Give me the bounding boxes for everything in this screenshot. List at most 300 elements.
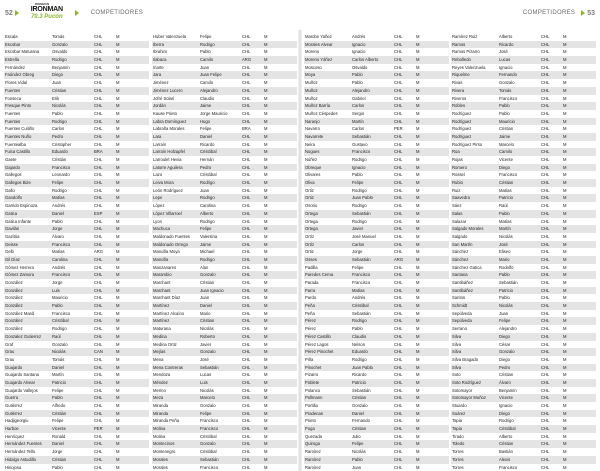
gender-cell: M xyxy=(116,318,120,324)
gender-cell: M xyxy=(416,333,420,339)
table-row xyxy=(4,256,149,264)
arrow-right-icon xyxy=(581,10,585,16)
country-cell: CHL xyxy=(394,195,403,201)
surname-cell: Muñoz xyxy=(305,80,318,86)
surname-cell: Ortíz xyxy=(305,241,315,247)
gender-cell: M xyxy=(116,95,120,101)
firstname-cell: Rodrigo xyxy=(200,180,215,186)
gender-cell: M xyxy=(264,303,268,309)
gender-cell: M xyxy=(264,433,268,439)
country-cell: CHL xyxy=(394,287,403,293)
firstname-cell: Javier xyxy=(352,226,364,232)
country-cell: CHL xyxy=(541,379,550,385)
surname-cell: Gonzalez Gutierrez xyxy=(5,333,42,339)
firstname-cell: Rodrigo xyxy=(352,157,367,162)
firstname-cell: Lucas xyxy=(200,372,212,378)
country-cell: CHL xyxy=(541,226,550,232)
table-row xyxy=(304,417,449,425)
table-row xyxy=(152,402,297,410)
table-row xyxy=(451,402,596,410)
country-cell: CHL xyxy=(394,218,403,224)
surname-cell: Marchant Díaz xyxy=(153,295,181,301)
country-cell: CHL xyxy=(242,226,251,232)
firstname-cell: Francisco xyxy=(352,280,371,285)
surname-cell: Salgado Morales xyxy=(452,226,484,232)
table-row xyxy=(304,164,449,172)
firstname-cell: Daniel xyxy=(200,133,212,139)
firstname-cell: Andrés xyxy=(352,295,366,301)
gender-cell: M xyxy=(563,157,567,162)
table-row xyxy=(451,148,596,156)
country-cell: CHL xyxy=(394,333,403,339)
table-row xyxy=(451,202,596,210)
table-row xyxy=(152,110,297,118)
table-row xyxy=(4,171,149,179)
table-row xyxy=(152,271,297,279)
firstname-cell: Ignacio xyxy=(499,64,513,70)
table-row xyxy=(304,410,449,418)
firstname-cell: Francisco xyxy=(200,418,219,424)
firstname-cell: Gonzalo xyxy=(200,349,216,355)
firstname-cell: Osvaldo xyxy=(352,64,368,70)
table-row xyxy=(4,294,149,302)
firstname-cell: Francisco xyxy=(200,426,219,432)
country-cell: CHL xyxy=(242,72,251,78)
gender-cell: M xyxy=(416,356,420,362)
country-cell: CHL xyxy=(94,456,103,462)
gender-cell: M xyxy=(116,233,120,239)
table-row xyxy=(152,448,297,456)
gender-cell: M xyxy=(416,303,420,309)
firstname-cell: Jorge xyxy=(52,280,63,285)
gender-cell: M xyxy=(116,64,120,70)
surname-cell: Hidalgo Astudillo xyxy=(5,456,36,462)
firstname-cell: Rodrigo xyxy=(499,418,514,424)
gender-cell: M xyxy=(563,149,567,155)
firstname-cell: Sebastián xyxy=(352,387,371,393)
surname-cell: Silva xyxy=(452,341,462,347)
gender-cell: M xyxy=(563,210,567,216)
country-cell: CHL xyxy=(541,64,550,70)
table-row xyxy=(152,287,297,295)
firstname-cell: Pablo xyxy=(52,303,63,309)
country-cell: CHL xyxy=(242,310,251,316)
table-row xyxy=(451,194,596,202)
firstname-cell: Pablo xyxy=(52,464,63,470)
table-row xyxy=(451,364,596,372)
firstname-cell: Ricardo xyxy=(499,41,514,47)
surname-cell: Olivares xyxy=(305,172,321,178)
firstname-cell: Mauricio xyxy=(499,118,515,124)
table-row xyxy=(304,202,449,210)
gender-cell: M xyxy=(116,410,120,416)
surname-cell: Mena xyxy=(153,356,164,362)
firstname-cell: Juan Pablo xyxy=(352,195,373,201)
gender-cell: M xyxy=(416,387,420,393)
table-row xyxy=(304,294,449,302)
surname-cell: Rubio xyxy=(452,180,463,186)
country-cell: CHL xyxy=(242,395,251,401)
firstname-cell: Francisco xyxy=(200,464,219,470)
table-row xyxy=(304,317,449,325)
gender-cell: M xyxy=(116,341,120,347)
surname-cell: Hernández Tello xyxy=(5,449,36,455)
surname-cell: Guajardo xyxy=(5,364,23,370)
firstname-cell: Álvaro xyxy=(499,379,511,385)
gender-cell: M xyxy=(264,195,268,201)
gender-cell: M xyxy=(264,364,268,370)
surname-cell: Ramos Pizarro xyxy=(452,49,480,55)
competitor-column-2 xyxy=(152,33,297,471)
country-cell: CHL xyxy=(541,441,550,447)
country-cell: CHL xyxy=(242,80,251,86)
firstname-cell: Eliseo xyxy=(499,249,511,255)
table-row xyxy=(451,333,596,341)
table-row xyxy=(4,164,149,172)
table-row xyxy=(4,87,149,95)
country-cell: CHL xyxy=(94,379,103,385)
surname-cell: Jordán xyxy=(153,103,166,109)
country-cell: CHL xyxy=(394,72,403,78)
country-cell: CHL xyxy=(94,280,103,285)
gender-cell: M xyxy=(416,210,420,216)
country-cell: CHL xyxy=(394,187,403,193)
surname-cell: Sánchez Gatica xyxy=(452,264,482,270)
surname-cell: Sáez xyxy=(452,203,462,209)
firstname-cell: Juan xyxy=(200,64,210,70)
surname-cell: Henríquez xyxy=(5,433,25,439)
country-cell: ARG xyxy=(94,249,104,255)
firstname-cell: Juan Pablo xyxy=(352,364,373,370)
gender-cell: M xyxy=(563,180,567,186)
country-cell: CHL xyxy=(541,103,550,109)
country-cell: CHL xyxy=(242,172,251,178)
gender-cell: M xyxy=(563,426,567,432)
gender-cell: M xyxy=(116,349,120,355)
gender-cell: M xyxy=(116,210,120,216)
surname-cell: Prieto xyxy=(305,418,316,424)
country-cell: CHL xyxy=(541,110,550,116)
surname-cell: Gazitúa xyxy=(5,233,20,239)
surname-cell: Ortiz xyxy=(305,195,314,201)
gender-cell: M xyxy=(116,218,120,224)
table-row xyxy=(304,179,449,187)
surname-cell: Núñez xyxy=(305,157,318,162)
table-row xyxy=(152,210,297,218)
table-row xyxy=(451,356,596,364)
country-cell: CHL xyxy=(394,310,403,316)
surname-cell: Rodríguez xyxy=(452,118,472,124)
gender-cell: M xyxy=(116,418,120,424)
table-row xyxy=(152,433,297,441)
firstname-cell: Pablo xyxy=(352,456,363,462)
gender-cell: M xyxy=(563,387,567,393)
country-cell: CHL xyxy=(394,449,403,455)
table-row xyxy=(304,464,449,471)
table-row xyxy=(304,194,449,202)
gender-cell: M xyxy=(264,118,268,124)
table-row xyxy=(451,294,596,302)
table-row xyxy=(152,410,297,418)
gender-cell: M xyxy=(264,49,268,55)
table-row xyxy=(451,110,596,118)
surname-cell: Padilla xyxy=(305,264,318,270)
firstname-cell: Pablo xyxy=(52,218,63,224)
country-cell: CHL xyxy=(94,72,103,78)
firstname-cell: Luis xyxy=(52,287,60,293)
surname-cell: Pérez xyxy=(305,326,316,332)
gender-cell: M xyxy=(563,226,567,232)
surname-cell: Rojas xyxy=(452,157,463,162)
gender-cell: M xyxy=(563,95,567,101)
surname-cell: Portilla xyxy=(305,403,318,408)
surname-cell: Leiva Mora xyxy=(153,180,174,186)
surname-cell: Gallegos Bize xyxy=(5,180,31,186)
gender-cell: M xyxy=(416,372,420,378)
surname-cell: Gaete xyxy=(5,157,17,162)
country-cell: CHL xyxy=(541,149,550,155)
country-cell: BRA xyxy=(94,149,103,155)
table-row xyxy=(451,464,596,471)
gender-cell: M xyxy=(116,126,120,132)
country-cell: CHL xyxy=(394,326,403,332)
firstname-cell: Gonzalo xyxy=(200,441,216,447)
country-cell: CHL xyxy=(541,180,550,186)
gender-cell: M xyxy=(264,272,268,278)
firstname-cell: Cristóbal xyxy=(200,433,217,439)
gender-cell: M xyxy=(563,195,567,201)
country-cell: CHL xyxy=(242,456,251,462)
country-cell: CHL xyxy=(94,172,103,178)
gender-cell: M xyxy=(264,187,268,193)
country-cell: CHL xyxy=(242,372,251,378)
firstname-cell: Sebastián xyxy=(499,280,518,285)
surname-cell: Schmidt xyxy=(452,303,468,309)
gender-cell: M xyxy=(563,72,567,78)
table-row xyxy=(4,118,149,126)
firstname-cell: Sergio xyxy=(352,110,365,116)
country-cell: CHL xyxy=(541,141,550,147)
gender-cell: M xyxy=(416,426,420,432)
table-row xyxy=(152,95,297,103)
country-cell: CHL xyxy=(242,403,251,408)
country-cell: ARG xyxy=(394,256,404,262)
table-row xyxy=(4,456,149,464)
firstname-cell: Jorge xyxy=(352,249,363,255)
gender-cell: M xyxy=(563,318,567,324)
firstname-cell: Matías xyxy=(499,218,512,224)
competitor-column-3 xyxy=(304,33,449,471)
surname-cell: Sepúlveda xyxy=(452,310,472,316)
surname-cell: Sotomayor xyxy=(452,387,473,393)
firstname-cell: Nicolás xyxy=(499,233,513,239)
firstname-cell: Cristian xyxy=(499,180,514,186)
surname-cell: Soto Rodríguez xyxy=(452,379,482,385)
surname-cell: Muñoz Céspedes xyxy=(305,110,338,116)
firstname-cell: Rodrigo xyxy=(200,195,215,201)
country-cell: CHL xyxy=(541,280,550,285)
gender-cell: M xyxy=(116,280,120,285)
gender-cell: M xyxy=(116,87,120,93)
firstname-cell: Andrés xyxy=(352,34,366,39)
surname-cell: Meza xyxy=(153,395,164,401)
gender-cell: M xyxy=(264,449,268,455)
table-row xyxy=(451,425,596,433)
firstname-cell: Matías xyxy=(352,287,365,293)
firstname-cell: Michael xyxy=(200,249,215,255)
firstname-cell: Rodrigo xyxy=(352,318,367,324)
firstname-cell: Raúl xyxy=(52,333,61,339)
country-cell: CHL xyxy=(94,126,103,132)
table-row xyxy=(451,133,596,141)
firstname-cell: Cristian xyxy=(200,318,215,324)
table-row xyxy=(451,95,596,103)
surname-cell: Saavedra xyxy=(452,195,470,201)
surname-cell: Lazo xyxy=(153,172,163,178)
firstname-cell: Erik xyxy=(52,95,60,101)
country-cell: CHL xyxy=(541,195,550,201)
country-cell: CHL xyxy=(541,364,550,370)
table-row xyxy=(304,310,449,318)
firstname-cell: José xyxy=(499,49,508,55)
firstname-cell: Vicente xyxy=(52,426,66,432)
table-row xyxy=(4,248,149,256)
firstname-cell: Pablo xyxy=(352,326,363,332)
table-row xyxy=(451,156,596,164)
firstname-cell: Alejandro xyxy=(200,87,218,93)
gender-cell: M xyxy=(563,456,567,462)
surname-cell: Obreque xyxy=(305,164,322,170)
gender-cell: M xyxy=(264,356,268,362)
table-row xyxy=(4,325,149,333)
gender-cell: M xyxy=(264,341,268,347)
country-cell: CHL xyxy=(394,41,403,47)
surname-cell: Graf xyxy=(5,341,14,347)
table-row xyxy=(152,179,297,187)
surname-cell: Riveros xyxy=(452,95,467,101)
gender-cell: M xyxy=(116,141,120,147)
country-cell: CHL xyxy=(541,80,550,86)
gender-cell: M xyxy=(416,110,420,116)
gender-cell: M xyxy=(416,464,420,470)
table-row xyxy=(152,148,297,156)
gender-cell: M xyxy=(116,372,120,378)
firstname-cell: Álvaro xyxy=(52,233,64,239)
table-row xyxy=(152,187,297,195)
table-row xyxy=(451,41,596,49)
gender-cell: M xyxy=(116,395,120,401)
gender-cell: M xyxy=(264,210,268,216)
gender-cell: M xyxy=(563,126,567,132)
table-row xyxy=(4,79,149,87)
gender-cell: M xyxy=(563,49,567,55)
table-row xyxy=(152,79,297,87)
gender-cell: M xyxy=(116,264,120,270)
firstname-cell: Rodrigo xyxy=(52,118,67,124)
surname-cell: Marchant xyxy=(153,287,171,293)
country-cell: CHL xyxy=(94,441,103,447)
surname-cell: Peña xyxy=(305,303,315,309)
gender-cell: M xyxy=(116,157,120,162)
country-cell: CHL xyxy=(94,218,103,224)
country-cell: CHL xyxy=(541,303,550,309)
table-row xyxy=(304,41,449,49)
table-row xyxy=(304,118,449,126)
surname-cell: Escala xyxy=(5,34,18,39)
gender-cell: M xyxy=(116,187,120,193)
country-cell: CHL xyxy=(541,356,550,362)
surname-cell: Fernández xyxy=(5,64,26,70)
gender-cell: M xyxy=(563,34,567,39)
gender-cell: M xyxy=(264,141,268,147)
gender-cell: M xyxy=(416,195,420,201)
firstname-cell: Carlos xyxy=(352,103,365,109)
country-cell: CHL xyxy=(94,295,103,301)
firstname-cell: Juan xyxy=(52,80,62,86)
table-row xyxy=(152,387,297,395)
surname-cell: Rossel xyxy=(452,172,465,178)
country-cell: CHL xyxy=(394,226,403,232)
firstname-cell: Rodrigo xyxy=(200,218,215,224)
surname-cell: Larraín xyxy=(153,141,167,147)
gender-cell: M xyxy=(116,249,120,255)
firstname-cell: Rodrigo xyxy=(200,41,215,47)
country-cell: CHL xyxy=(394,456,403,462)
right-page-header xyxy=(300,0,600,26)
gender-cell: M xyxy=(563,41,567,47)
surname-cell: Gavilán xyxy=(5,226,20,232)
firstname-cell: Tomás xyxy=(52,34,65,39)
table-row xyxy=(451,241,596,249)
section-title-right: COMPETIDORES xyxy=(522,10,576,16)
country-cell: CHL xyxy=(394,264,403,270)
table-row xyxy=(152,248,297,256)
country-cell: CHL xyxy=(242,110,251,116)
firstname-cell: Martín xyxy=(499,226,511,232)
surname-cell: Gutiérrez xyxy=(5,403,23,408)
gender-cell: M xyxy=(416,126,420,132)
gender-cell: M xyxy=(116,57,120,63)
country-cell: CHL xyxy=(242,210,251,216)
gender-cell: M xyxy=(116,172,120,178)
gender-cell: M xyxy=(116,433,120,439)
table-row xyxy=(4,71,149,79)
country-cell: CHL xyxy=(394,49,403,55)
table-row xyxy=(304,171,449,179)
table-row xyxy=(152,56,297,64)
table-row xyxy=(4,233,149,241)
gender-cell: M xyxy=(563,356,567,362)
surname-cell: Fuentealba xyxy=(5,141,26,147)
page-number-right: 53 xyxy=(587,9,595,17)
firstname-cell: Ricardo xyxy=(200,141,215,147)
table-row xyxy=(152,225,297,233)
gender-cell: M xyxy=(264,379,268,385)
firstname-cell: Diego xyxy=(499,356,510,362)
gender-cell: M xyxy=(264,241,268,247)
firstname-cell: Nicolás xyxy=(200,387,214,393)
table-row xyxy=(451,71,596,79)
surname-cell: Molina xyxy=(153,433,166,439)
table-row xyxy=(304,387,449,395)
firstname-cell: Nicolás xyxy=(200,326,214,332)
table-row xyxy=(4,348,149,356)
table-row xyxy=(304,133,449,141)
surname-cell: Hadjigeorgiu xyxy=(5,418,29,424)
country-cell: CHL xyxy=(242,264,251,270)
table-row xyxy=(4,110,149,118)
country-cell: CHL xyxy=(94,103,103,109)
